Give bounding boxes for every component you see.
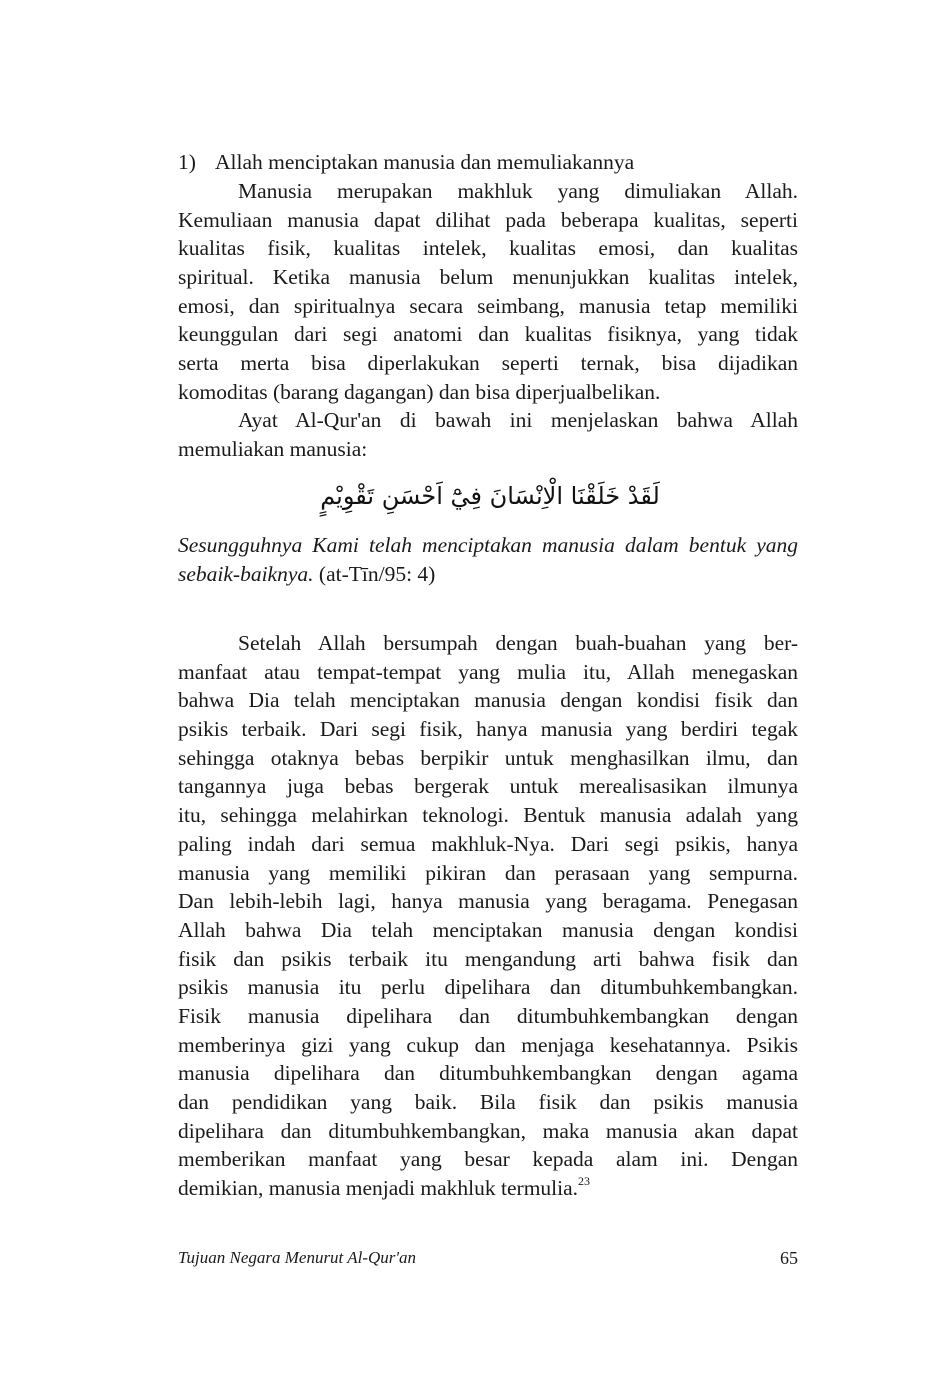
paragraph-line: dipelihara dan ditumbuhkembangkan, maka manusia akan dapat [178,1118,798,1143]
paragraph-line: manusia yang memiliki pikiran dan perasaan yang sempurna. [178,860,798,885]
paragraph-line: keunggulan dari segi anatomi dan kualitas fisiknya, yang tidak [178,322,798,347]
paragraph-line: fisik dan psikis terbaik itu mengandung arti bahwa fisik dan [178,946,798,971]
paragraph-line: komoditas (barang dagangan) dan bisa diperjualbelikan. [178,379,661,404]
paragraph-line: memberinya gizi yang cukup dan menjaga kesehatannya. Psikis [178,1032,798,1057]
paragraph-line: psikis manusia itu perlu dipelihara dan ditumbuhkembangkan. [178,975,798,1000]
running-footer-title: Tujuan Negara Menurut Al-Qur'an [178,1248,417,1267]
translation-line-end: sebaik-baiknya. [178,561,314,586]
quran-verse-arabic: لَقَدْ خَلَقْنَا الْاِنْسَانَ فِيْٓ اَحْسَنِ تَقْوِيْمٍ [320,482,660,510]
section-number: 1) [178,150,196,174]
paragraph-line [178,1174,798,1203]
paragraph-line: Allah bahwa Dia telah menciptakan manusia dengan kondisi [178,917,798,942]
section-heading-text: Allah menciptakan manusia dan memuliakannya [215,150,635,174]
paragraph-line: spiritual. Ketika manusia belum menunjukkan kualitas intelek, [178,265,798,290]
paragraph-line: manusia dipelihara dan ditumbuhkembangkan dengan agama [178,1061,798,1086]
paragraph-line: Ayat Al-Qur'an di bawah ini menjelaskan bahwa Allah [238,408,798,432]
paragraph-line: emosi, dan spiritualnya secara seimbang, manusia tetap memiliki [178,293,798,318]
paragraph-line: sehingga otaknya bebas berpikir untuk menghasilkan ilmu, dan [178,745,798,770]
paragraph-line: Setelah Allah bersumpah dengan buah-buahan yang ber- [238,631,798,655]
paragraph-line: kualitas fisik, kualitas intelek, kualitas emosi, dan kualitas [178,236,798,261]
verse-reference: (at-Tīn/95: 4) [318,561,436,586]
section-heading [178,148,634,177]
translation-line [178,560,798,589]
paragraph-line: dan pendidikan yang baik. Bila fisik dan psikis manusia [178,1090,798,1114]
paragraph-line: bahwa Dia telah menciptakan manusia dengan kondisi fisik dan [178,688,798,713]
page-number: 65 [780,1248,798,1268]
paragraph-line: paling indah dari semua makhluk-Nya. Dari segi psikis, hanya [178,831,798,856]
paragraph-line: psikis terbaik. Dari segi fisik, hanya manusia yang berdiri tegak [178,717,798,742]
paragraph-line: memuliakan manusia: [178,436,368,461]
paragraph-3 [178,629,798,1203]
translation-line: Sesungguhnya Kami telah menciptakan manusia dalam bentuk yang [178,533,798,557]
paragraph-line: tangannya juga bebas bergerak untuk merealisasikan ilmunya [178,774,798,799]
paragraph-line: Dan lebih-lebih lagi, hanya manusia yang beragama. Penegasan [178,889,798,914]
paragraph-1 [178,177,798,407]
paragraph-line: manfaat atau tempat-tempat yang mulia itu, Allah menegaskan [178,659,798,684]
paragraph-2 [178,406,798,463]
paragraph-line: memberikan manfaat yang besar kepada alam ini. Dengan [178,1147,798,1172]
paragraph-line: Manusia merupakan makhluk yang dimuliakan Allah. [238,179,798,203]
paragraph-last-line-text: demikian, manusia menjadi makhluk termulia. [178,1176,579,1201]
paragraph-line: Fisik manusia dipelihara dan ditumbuhkembangkan dengan [178,1003,798,1028]
footnote-marker[interactable]: 23 [578,1174,591,1189]
verse-translation [178,531,798,588]
paragraph-line: itu, sehingga melahirkan teknologi. Bentuk manusia adalah yang [178,803,798,828]
paragraph-line: serta merta bisa diperlakukan seperti ternak, bisa dijadikan [178,351,798,376]
paragraph-line: Kemuliaan manusia dapat dilihat pada beberapa kualitas, seperti [178,207,798,232]
